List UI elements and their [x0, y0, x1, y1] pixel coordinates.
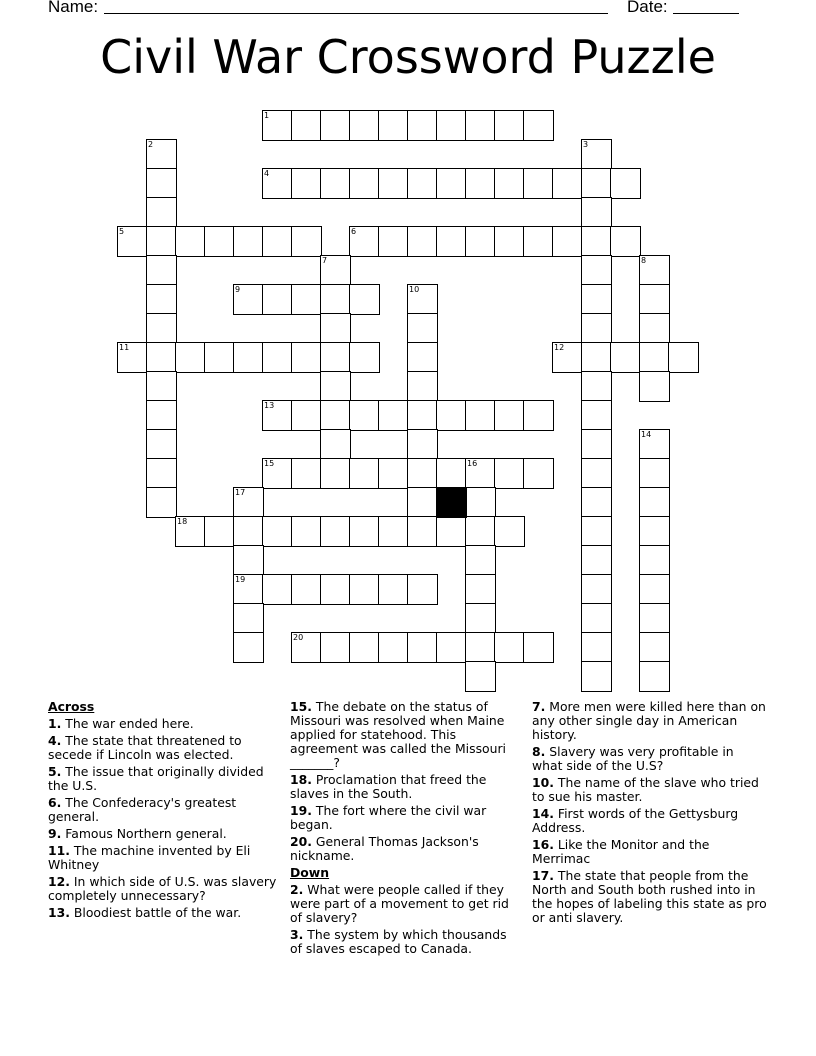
clue-text: The debate on the status of Missouri was resolved when Maine applied for statehood. This agreement was called the Missouri _______? — [290, 699, 506, 770]
clue-text: First words of the Gettysburg Address. — [532, 806, 739, 835]
clue-number-label: 15. — [290, 699, 312, 714]
grid-cell[interactable] — [378, 574, 409, 605]
clue-item — [532, 776, 767, 804]
grid-cell[interactable] — [436, 400, 467, 431]
grid-cell[interactable] — [349, 458, 380, 489]
grid-cell[interactable] — [349, 342, 380, 373]
grid-cell[interactable] — [465, 516, 496, 547]
grid-cell[interactable] — [291, 574, 322, 605]
clue-text: The name of the slave who tried to sue his master. — [532, 775, 759, 804]
grid-cell[interactable] — [494, 110, 525, 141]
grid-cell[interactable] — [407, 371, 438, 402]
grid-cell[interactable] — [146, 400, 177, 431]
clue-text: Proclamation that freed the slaves in the South. — [290, 772, 487, 801]
clue-item — [48, 765, 278, 793]
grid-cell[interactable] — [175, 342, 206, 373]
grid-cell[interactable] — [581, 574, 612, 605]
grid-cell[interactable] — [639, 603, 670, 634]
grid-cell[interactable] — [117, 226, 148, 257]
clue-text: The system by which thousands of slaves escaped to Canada. — [290, 927, 507, 956]
grid-cell[interactable] — [349, 632, 380, 663]
grid-cell[interactable] — [581, 226, 612, 257]
grid-cell[interactable] — [523, 458, 554, 489]
grid-cell[interactable] — [262, 226, 293, 257]
grid-cell[interactable] — [465, 661, 496, 692]
clue-item — [532, 807, 767, 835]
down-heading: Down — [290, 865, 330, 880]
grid-cell[interactable] — [552, 342, 583, 373]
grid-cell[interactable] — [494, 516, 525, 547]
grid-cell[interactable] — [639, 661, 670, 692]
down-clue-list-continued — [532, 700, 767, 925]
grid-cell[interactable] — [349, 226, 380, 257]
clue-text: Bloodiest battle of the war. — [69, 905, 242, 920]
grid-cell[interactable] — [233, 342, 264, 373]
grid-cell[interactable] — [291, 458, 322, 489]
clue-text: In which side of U.S. was slavery completely unnecessary? — [48, 874, 277, 903]
clue-number-label: 16. — [532, 837, 554, 852]
clue-text: What were people called if they were part of a movement to get rid of slavery? — [290, 882, 509, 925]
grid-cell[interactable] — [262, 284, 293, 315]
grid-cell[interactable] — [378, 458, 409, 489]
page-title: Civil War Crossword Puzzle — [100, 30, 716, 84]
clue-number-label: 8. — [532, 744, 546, 759]
grid-cell[interactable] — [233, 632, 264, 663]
grid-cell[interactable] — [610, 226, 641, 257]
grid-cell[interactable] — [146, 342, 177, 373]
grid-cell[interactable] — [407, 400, 438, 431]
grid-cell[interactable] — [262, 458, 293, 489]
grid-cell[interactable] — [581, 313, 612, 344]
grid-cell[interactable] — [146, 313, 177, 344]
grid-cell[interactable] — [581, 139, 612, 170]
clues-column-1 — [48, 700, 278, 923]
grid-cell[interactable] — [349, 110, 380, 141]
clue-number-label: 13. — [48, 905, 70, 920]
grid-cell[interactable] — [581, 168, 612, 199]
grid-cell[interactable] — [581, 342, 612, 373]
clue-item — [48, 717, 278, 731]
clue-number-label: 3. — [290, 927, 304, 942]
date-label: Date: — [627, 0, 668, 16]
grid-cell[interactable] — [320, 255, 351, 286]
clue-number: 10 — [409, 285, 420, 294]
grid-cell[interactable] — [436, 168, 467, 199]
grid-cell[interactable] — [204, 516, 235, 547]
name-label: Name: — [48, 0, 99, 16]
grid-cell[interactable] — [639, 516, 670, 547]
grid-cell[interactable] — [407, 487, 438, 518]
clue-number-label: 20. — [290, 834, 312, 849]
grid-cell[interactable] — [175, 226, 206, 257]
grid-cell[interactable] — [639, 545, 670, 576]
grid-cell[interactable] — [262, 574, 293, 605]
across-clue-list-continued — [290, 700, 520, 863]
grid-cell[interactable] — [320, 516, 351, 547]
clue-number-label: 18. — [290, 772, 312, 787]
clue-number-label: 6. — [48, 795, 62, 810]
grid-cell[interactable] — [320, 429, 351, 460]
grid-cell[interactable] — [465, 632, 496, 663]
grid-cell[interactable] — [262, 110, 293, 141]
grid-cell[interactable] — [581, 429, 612, 460]
grid-cell[interactable] — [581, 545, 612, 576]
clue-text: The war ended here. — [61, 716, 194, 731]
grid-cell[interactable] — [523, 226, 554, 257]
clue-number: 13 — [264, 401, 275, 410]
grid-cell[interactable] — [146, 139, 177, 170]
grid-cell[interactable] — [465, 110, 496, 141]
clue-number-label: 19. — [290, 803, 312, 818]
grid-cell[interactable] — [639, 371, 670, 402]
grid-cell[interactable] — [523, 168, 554, 199]
grid-cell[interactable] — [291, 168, 322, 199]
grid-cell[interactable] — [204, 226, 235, 257]
grid-cell[interactable] — [407, 226, 438, 257]
clue-item — [532, 700, 767, 742]
grid-cell[interactable] — [349, 516, 380, 547]
grid-cell[interactable] — [349, 284, 380, 315]
grid-cell[interactable] — [639, 284, 670, 315]
down-clue-list — [290, 883, 520, 956]
grid-cell[interactable] — [581, 400, 612, 431]
clue-item — [48, 827, 278, 841]
clue-number: 19 — [235, 575, 246, 584]
clue-number: 16 — [467, 459, 478, 468]
across-clue-list — [48, 717, 278, 920]
clue-text: The issue that originally divided the U.S. — [48, 764, 264, 793]
grid-cell[interactable] — [320, 313, 351, 344]
grid-cell[interactable] — [523, 400, 554, 431]
grid-cell[interactable] — [581, 197, 612, 228]
grid-cell[interactable] — [436, 110, 467, 141]
grid-cell[interactable] — [291, 110, 322, 141]
clue-text: The state that threatened to secede if Lincoln was elected. — [48, 733, 242, 762]
grid-cell[interactable] — [465, 574, 496, 605]
clue-text: Famous Northern general. — [61, 826, 227, 841]
grid-cell[interactable] — [581, 603, 612, 634]
grid-cell[interactable] — [581, 487, 612, 518]
grid-cell[interactable] — [581, 458, 612, 489]
grid-cell[interactable] — [204, 342, 235, 373]
grid-cell[interactable] — [233, 487, 264, 518]
grid-cell[interactable] — [378, 516, 409, 547]
clue-number: 11 — [119, 343, 130, 352]
grid-cell[interactable] — [581, 661, 612, 692]
grid-cell[interactable] — [639, 255, 670, 286]
clue-number: 2 — [148, 140, 154, 149]
grid-cell[interactable] — [465, 400, 496, 431]
grid-cell[interactable] — [523, 632, 554, 663]
clue-number: 4 — [264, 169, 270, 178]
grid-cell[interactable] — [349, 574, 380, 605]
grid-cell[interactable] — [407, 574, 438, 605]
grid-cell[interactable] — [262, 516, 293, 547]
clue-item — [532, 869, 767, 925]
grid-cell[interactable] — [117, 342, 148, 373]
clue-text: Like the Monitor and the Merrimac — [532, 837, 710, 866]
grid-cell[interactable] — [146, 255, 177, 286]
grid-cell[interactable] — [320, 284, 351, 315]
clue-number: 7 — [322, 256, 328, 265]
clue-number: 12 — [554, 343, 565, 352]
clue-number-label: 12. — [48, 874, 70, 889]
clue-item — [48, 844, 278, 872]
grid-cell[interactable] — [639, 342, 670, 373]
grid-cell[interactable] — [639, 429, 670, 460]
grid-cell[interactable] — [494, 168, 525, 199]
grid-cell[interactable] — [639, 574, 670, 605]
clue-number-label: 5. — [48, 764, 62, 779]
clue-item — [290, 773, 520, 801]
grid-cell[interactable] — [407, 429, 438, 460]
grid-cell[interactable] — [146, 284, 177, 315]
grid-cell[interactable] — [581, 255, 612, 286]
clue-number: 20 — [293, 633, 304, 642]
grid-cell[interactable] — [523, 110, 554, 141]
clue-text: The machine invented by Eli Whitney — [48, 843, 251, 872]
clues-column-2 — [290, 700, 520, 959]
grid-cell[interactable] — [320, 632, 351, 663]
grid-cell[interactable] — [436, 226, 467, 257]
clue-number: 14 — [641, 430, 652, 439]
grid-cell[interactable] — [407, 168, 438, 199]
clue-item — [290, 883, 520, 925]
grid-cell[interactable] — [581, 632, 612, 663]
grid-cell[interactable] — [552, 168, 583, 199]
grid-cell[interactable] — [552, 226, 583, 257]
grid-cell[interactable] — [291, 342, 322, 373]
grid-cell[interactable] — [407, 516, 438, 547]
grid-cell[interactable] — [320, 110, 351, 141]
clue-item — [290, 835, 520, 863]
grid-cell[interactable] — [146, 168, 177, 199]
black-cell — [436, 487, 467, 518]
grid-cell[interactable] — [494, 400, 525, 431]
grid-cell[interactable] — [465, 226, 496, 257]
grid-cell[interactable] — [639, 487, 670, 518]
clue-text: The Confederacy's greatest general. — [48, 795, 237, 824]
clue-item — [290, 928, 520, 956]
grid-cell[interactable] — [407, 632, 438, 663]
clue-item — [532, 838, 767, 866]
grid-cell[interactable] — [233, 545, 264, 576]
grid-cell[interactable] — [610, 342, 641, 373]
grid-cell[interactable] — [378, 226, 409, 257]
grid-cell[interactable] — [465, 545, 496, 576]
grid-cell[interactable] — [146, 458, 177, 489]
clue-number: 5 — [119, 227, 125, 236]
clue-number: 17 — [235, 488, 246, 497]
grid-cell[interactable] — [146, 487, 177, 518]
grid-cell[interactable] — [349, 400, 380, 431]
clue-number-label: 1. — [48, 716, 62, 731]
clue-item — [290, 700, 520, 770]
grid-cell[interactable] — [436, 632, 467, 663]
grid-cell[interactable] — [320, 400, 351, 431]
grid-cell[interactable] — [233, 574, 264, 605]
clue-number-label: 10. — [532, 775, 554, 790]
grid-cell[interactable] — [668, 342, 699, 373]
clue-number-label: 4. — [48, 733, 62, 748]
clue-number: 3 — [583, 140, 589, 149]
across-heading: Across — [48, 699, 95, 714]
clue-text: More men were killed here than on any other single day in American history. — [532, 699, 766, 742]
grid-cell[interactable] — [146, 371, 177, 402]
clues-column-3 — [532, 700, 767, 928]
grid-cell[interactable] — [320, 458, 351, 489]
grid-cell[interactable] — [233, 516, 264, 547]
grid-cell[interactable] — [581, 516, 612, 547]
grid-cell[interactable] — [639, 632, 670, 663]
grid-cell[interactable] — [639, 458, 670, 489]
grid-cell[interactable] — [407, 313, 438, 344]
clue-number-label: 9. — [48, 826, 62, 841]
clue-number-label: 7. — [532, 699, 546, 714]
clue-item — [290, 804, 520, 832]
grid-cell[interactable] — [494, 226, 525, 257]
grid-cell[interactable] — [407, 110, 438, 141]
grid-cell[interactable] — [436, 458, 467, 489]
clue-number: 1 — [264, 111, 270, 120]
grid-cell[interactable] — [494, 458, 525, 489]
grid-cell[interactable] — [465, 458, 496, 489]
grid-cell[interactable] — [378, 110, 409, 141]
clue-text: The state that people from the North and South both rushed into in the hopes of labeling this state as pro or anti slavery. — [532, 868, 767, 925]
grid-cell[interactable] — [146, 226, 177, 257]
clue-number-label: 14. — [532, 806, 554, 821]
grid-cell[interactable] — [320, 342, 351, 373]
grid-cell[interactable] — [291, 226, 322, 257]
grid-cell[interactable] — [581, 284, 612, 315]
grid-cell[interactable] — [175, 516, 206, 547]
grid-cell[interactable] — [378, 400, 409, 431]
grid-cell[interactable] — [407, 458, 438, 489]
grid-cell[interactable] — [407, 342, 438, 373]
clue-item — [48, 734, 278, 762]
clue-number: 8 — [641, 256, 647, 265]
grid-cell[interactable] — [436, 516, 467, 547]
grid-cell[interactable] — [291, 400, 322, 431]
grid-cell[interactable] — [378, 632, 409, 663]
clue-item — [532, 745, 767, 773]
clue-item — [48, 906, 278, 920]
grid-cell[interactable] — [146, 429, 177, 460]
grid-cell[interactable] — [407, 284, 438, 315]
grid-cell[interactable] — [291, 284, 322, 315]
grid-cell[interactable] — [349, 168, 380, 199]
grid-cell[interactable] — [320, 574, 351, 605]
grid-cell[interactable] — [581, 371, 612, 402]
clue-number-label: 2. — [290, 882, 304, 897]
clue-item — [48, 875, 278, 903]
clue-number-label: 11. — [48, 843, 70, 858]
clue-number: 18 — [177, 517, 188, 526]
grid-cell[interactable] — [146, 197, 177, 228]
grid-cell[interactable] — [320, 371, 351, 402]
grid-cell[interactable] — [233, 603, 264, 634]
grid-cell[interactable] — [465, 168, 496, 199]
grid-cell[interactable] — [639, 313, 670, 344]
clue-number: 15 — [264, 459, 275, 468]
clue-number: 6 — [351, 227, 357, 236]
grid-cell[interactable] — [233, 226, 264, 257]
clue-text: Slavery was very profitable in what side of the U.S? — [532, 744, 734, 773]
clue-text: The fort where the civil war began. — [290, 803, 487, 832]
grid-cell[interactable] — [262, 168, 293, 199]
grid-cell[interactable] — [494, 632, 525, 663]
grid-cell[interactable] — [291, 516, 322, 547]
clue-text: General Thomas Jackson's nickname. — [290, 834, 479, 863]
grid-cell[interactable] — [610, 168, 641, 199]
grid-cell[interactable] — [378, 168, 409, 199]
grid-cell[interactable] — [233, 284, 264, 315]
grid-cell[interactable] — [262, 342, 293, 373]
grid-cell[interactable] — [262, 400, 293, 431]
clue-item — [48, 796, 278, 824]
clue-number: 9 — [235, 285, 241, 294]
grid-cell[interactable] — [320, 168, 351, 199]
grid-cell[interactable] — [465, 603, 496, 634]
grid-cell[interactable] — [465, 487, 496, 518]
grid-cell[interactable] — [291, 632, 322, 663]
clue-number-label: 17. — [532, 868, 554, 883]
